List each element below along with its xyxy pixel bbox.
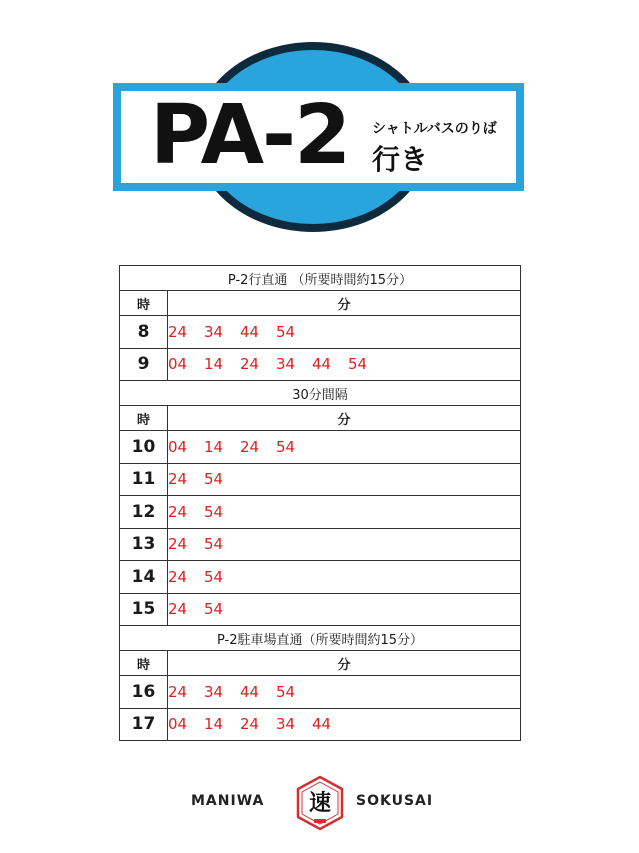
departure-minute: 24 — [168, 567, 188, 586]
departure-minute: 54 — [204, 535, 224, 554]
hour-cell: 10 — [120, 431, 168, 464]
table-row — [120, 528, 521, 561]
departure-minute: 24 — [168, 470, 188, 489]
departure-minute: 14 — [204, 437, 224, 456]
departure-minute: 54 — [348, 355, 368, 374]
hour-header: 時 — [120, 406, 168, 431]
table-row — [120, 593, 521, 626]
departure-minute: 04 — [168, 355, 188, 374]
header-row — [120, 406, 521, 431]
minutes-cell — [168, 528, 521, 561]
brand-left-text: MANIWA — [191, 793, 265, 809]
minutes-cell — [168, 593, 521, 626]
departure-minute: 14 — [204, 355, 224, 374]
departure-minute: 24 — [168, 535, 188, 554]
minutes-cell — [168, 316, 521, 349]
hour-header: 時 — [120, 651, 168, 676]
table-row — [120, 431, 521, 464]
bus-stop-code: PA-2 — [150, 88, 350, 183]
sokusai-logo-icon — [294, 775, 346, 831]
departure-minute: 54 — [276, 437, 296, 456]
section-title-row — [120, 626, 521, 651]
section-title: P-2行直通 （所要時間約15分） — [120, 266, 521, 291]
section-title: 30分間隔 — [120, 381, 521, 406]
hour-cell: 8 — [120, 316, 168, 349]
header-row — [120, 291, 521, 316]
departure-minute: 14 — [204, 715, 224, 734]
departure-minute: 24 — [168, 682, 188, 701]
departure-minute: 34 — [204, 682, 224, 701]
hour-cell: 12 — [120, 496, 168, 529]
departure-minute: 24 — [168, 600, 188, 619]
departure-minute: 44 — [312, 355, 332, 374]
departure-minute: 54 — [204, 502, 224, 521]
table-row — [120, 348, 521, 381]
minutes-cell — [168, 463, 521, 496]
table-row — [120, 708, 521, 741]
departure-minute: 44 — [240, 322, 260, 341]
departure-minute: 54 — [276, 322, 296, 341]
hour-cell: 14 — [120, 561, 168, 594]
header-row — [120, 651, 521, 676]
minutes-cell — [168, 561, 521, 594]
departure-minute: 24 — [168, 502, 188, 521]
departure-minute: 04 — [168, 437, 188, 456]
section-title-row — [120, 381, 521, 406]
bus-stop-subtitle: シャトルバスのりば — [372, 121, 497, 137]
minute-header: 分 — [168, 291, 521, 316]
minute-header: 分 — [168, 406, 521, 431]
minutes-cell — [168, 348, 521, 381]
departure-minute: 24 — [240, 715, 260, 734]
departure-minute: 54 — [204, 600, 224, 619]
minutes-cell — [168, 431, 521, 464]
departure-minute: 24 — [240, 437, 260, 456]
bus-stop-destination: 行き — [372, 143, 429, 176]
minutes-cell — [168, 708, 521, 741]
logo-character: 速 — [308, 790, 332, 816]
hour-cell: 13 — [120, 528, 168, 561]
timetable — [119, 265, 521, 741]
departure-minute: 04 — [168, 715, 188, 734]
hour-cell: 17 — [120, 708, 168, 741]
section-title-row — [120, 266, 521, 291]
hour-cell: 16 — [120, 676, 168, 709]
hour-cell: 9 — [120, 348, 168, 381]
departure-minute: 44 — [312, 715, 332, 734]
departure-minute: 34 — [204, 322, 224, 341]
departure-minute: 54 — [204, 567, 224, 586]
table-row — [120, 496, 521, 529]
departure-minute: 34 — [276, 355, 296, 374]
section-title: P-2駐車場直通（所要時間約15分） — [120, 626, 521, 651]
hour-cell: 15 — [120, 593, 168, 626]
minute-header: 分 — [168, 651, 521, 676]
departure-minute: 54 — [204, 470, 224, 489]
table-row — [120, 676, 521, 709]
table-row — [120, 316, 521, 349]
brand-right-text: SOKUSAI — [356, 793, 434, 809]
departure-minute: 44 — [240, 682, 260, 701]
departure-minute: 24 — [168, 322, 188, 341]
departure-minute: 54 — [276, 682, 296, 701]
hour-cell: 11 — [120, 463, 168, 496]
minutes-cell — [168, 676, 521, 709]
hour-header: 時 — [120, 291, 168, 316]
table-row — [120, 561, 521, 594]
table-row — [120, 463, 521, 496]
departure-minute: 24 — [240, 355, 260, 374]
departure-minute: 34 — [276, 715, 296, 734]
minutes-cell — [168, 496, 521, 529]
